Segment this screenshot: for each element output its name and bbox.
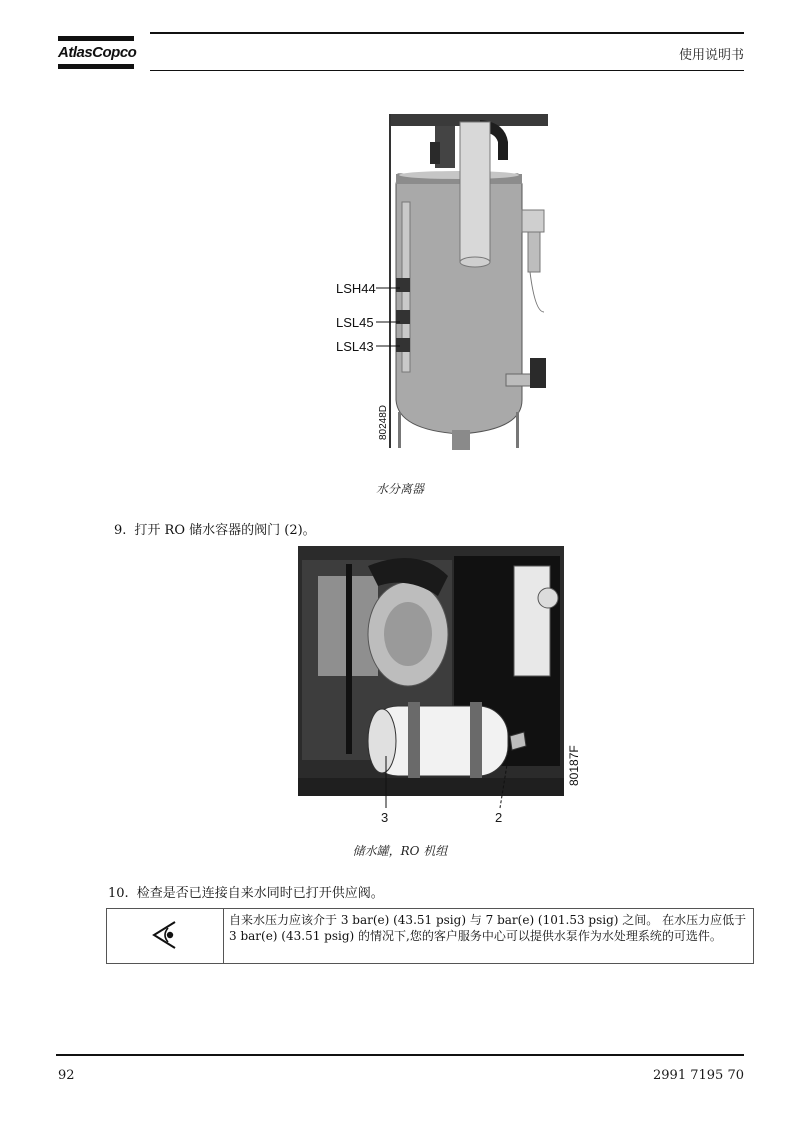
page-number: 92 (58, 1068, 75, 1083)
header-rule-top (150, 32, 744, 34)
step-10 (108, 882, 384, 901)
ro-storage-tank-figure (298, 546, 581, 796)
callout-3: 3 (381, 810, 389, 825)
label-lsh44: LSH44 (336, 281, 376, 296)
water-separator-figure (330, 112, 548, 452)
callout-2: 2 (495, 810, 503, 825)
footer-rule (56, 1054, 744, 1056)
atlas-copco-logo (58, 36, 137, 70)
step-9-text: 打开 RO 储水容器的阀门 (2)。 (134, 523, 316, 538)
figure1-caption: 水分离器 (375, 482, 424, 496)
step-10-text: 检查是否已连接自来水同时已打开供应阀。 (136, 886, 384, 901)
document-number: 2991 7195 70 (653, 1068, 744, 1083)
step-9-number: 9. (114, 523, 127, 538)
eye-icon (149, 919, 181, 951)
document-type: 使用说明书 (678, 48, 744, 63)
figure1-code: 80248D (378, 404, 389, 440)
logo-text: AtlasCopco (58, 44, 137, 61)
ro-storage-tank-drawing (298, 546, 581, 796)
step-10-number: 10. (108, 886, 129, 901)
step-9 (114, 519, 316, 538)
header-rule-bottom (150, 70, 744, 71)
label-lsl43: LSL43 (336, 339, 374, 354)
note-icon-cell (107, 909, 224, 963)
note-box (106, 908, 754, 964)
note-text: 自来水压力应该介于 3 bar(e) (43.51 psig) 与 7 bar(e) (101.53 psig) 之间。 在水压力应低于 3 bar(e) (43.51 psig) 的情况下,您的客户服务中心可以提供水泵作为水处理系统的可选件。 (229, 913, 747, 943)
water-separator-drawing (330, 112, 548, 452)
figure2-code: 80187F (567, 745, 581, 786)
label-lsl45: LSL45 (336, 315, 374, 330)
figure2-caption: 储水罐，RO 机组 (352, 844, 448, 858)
